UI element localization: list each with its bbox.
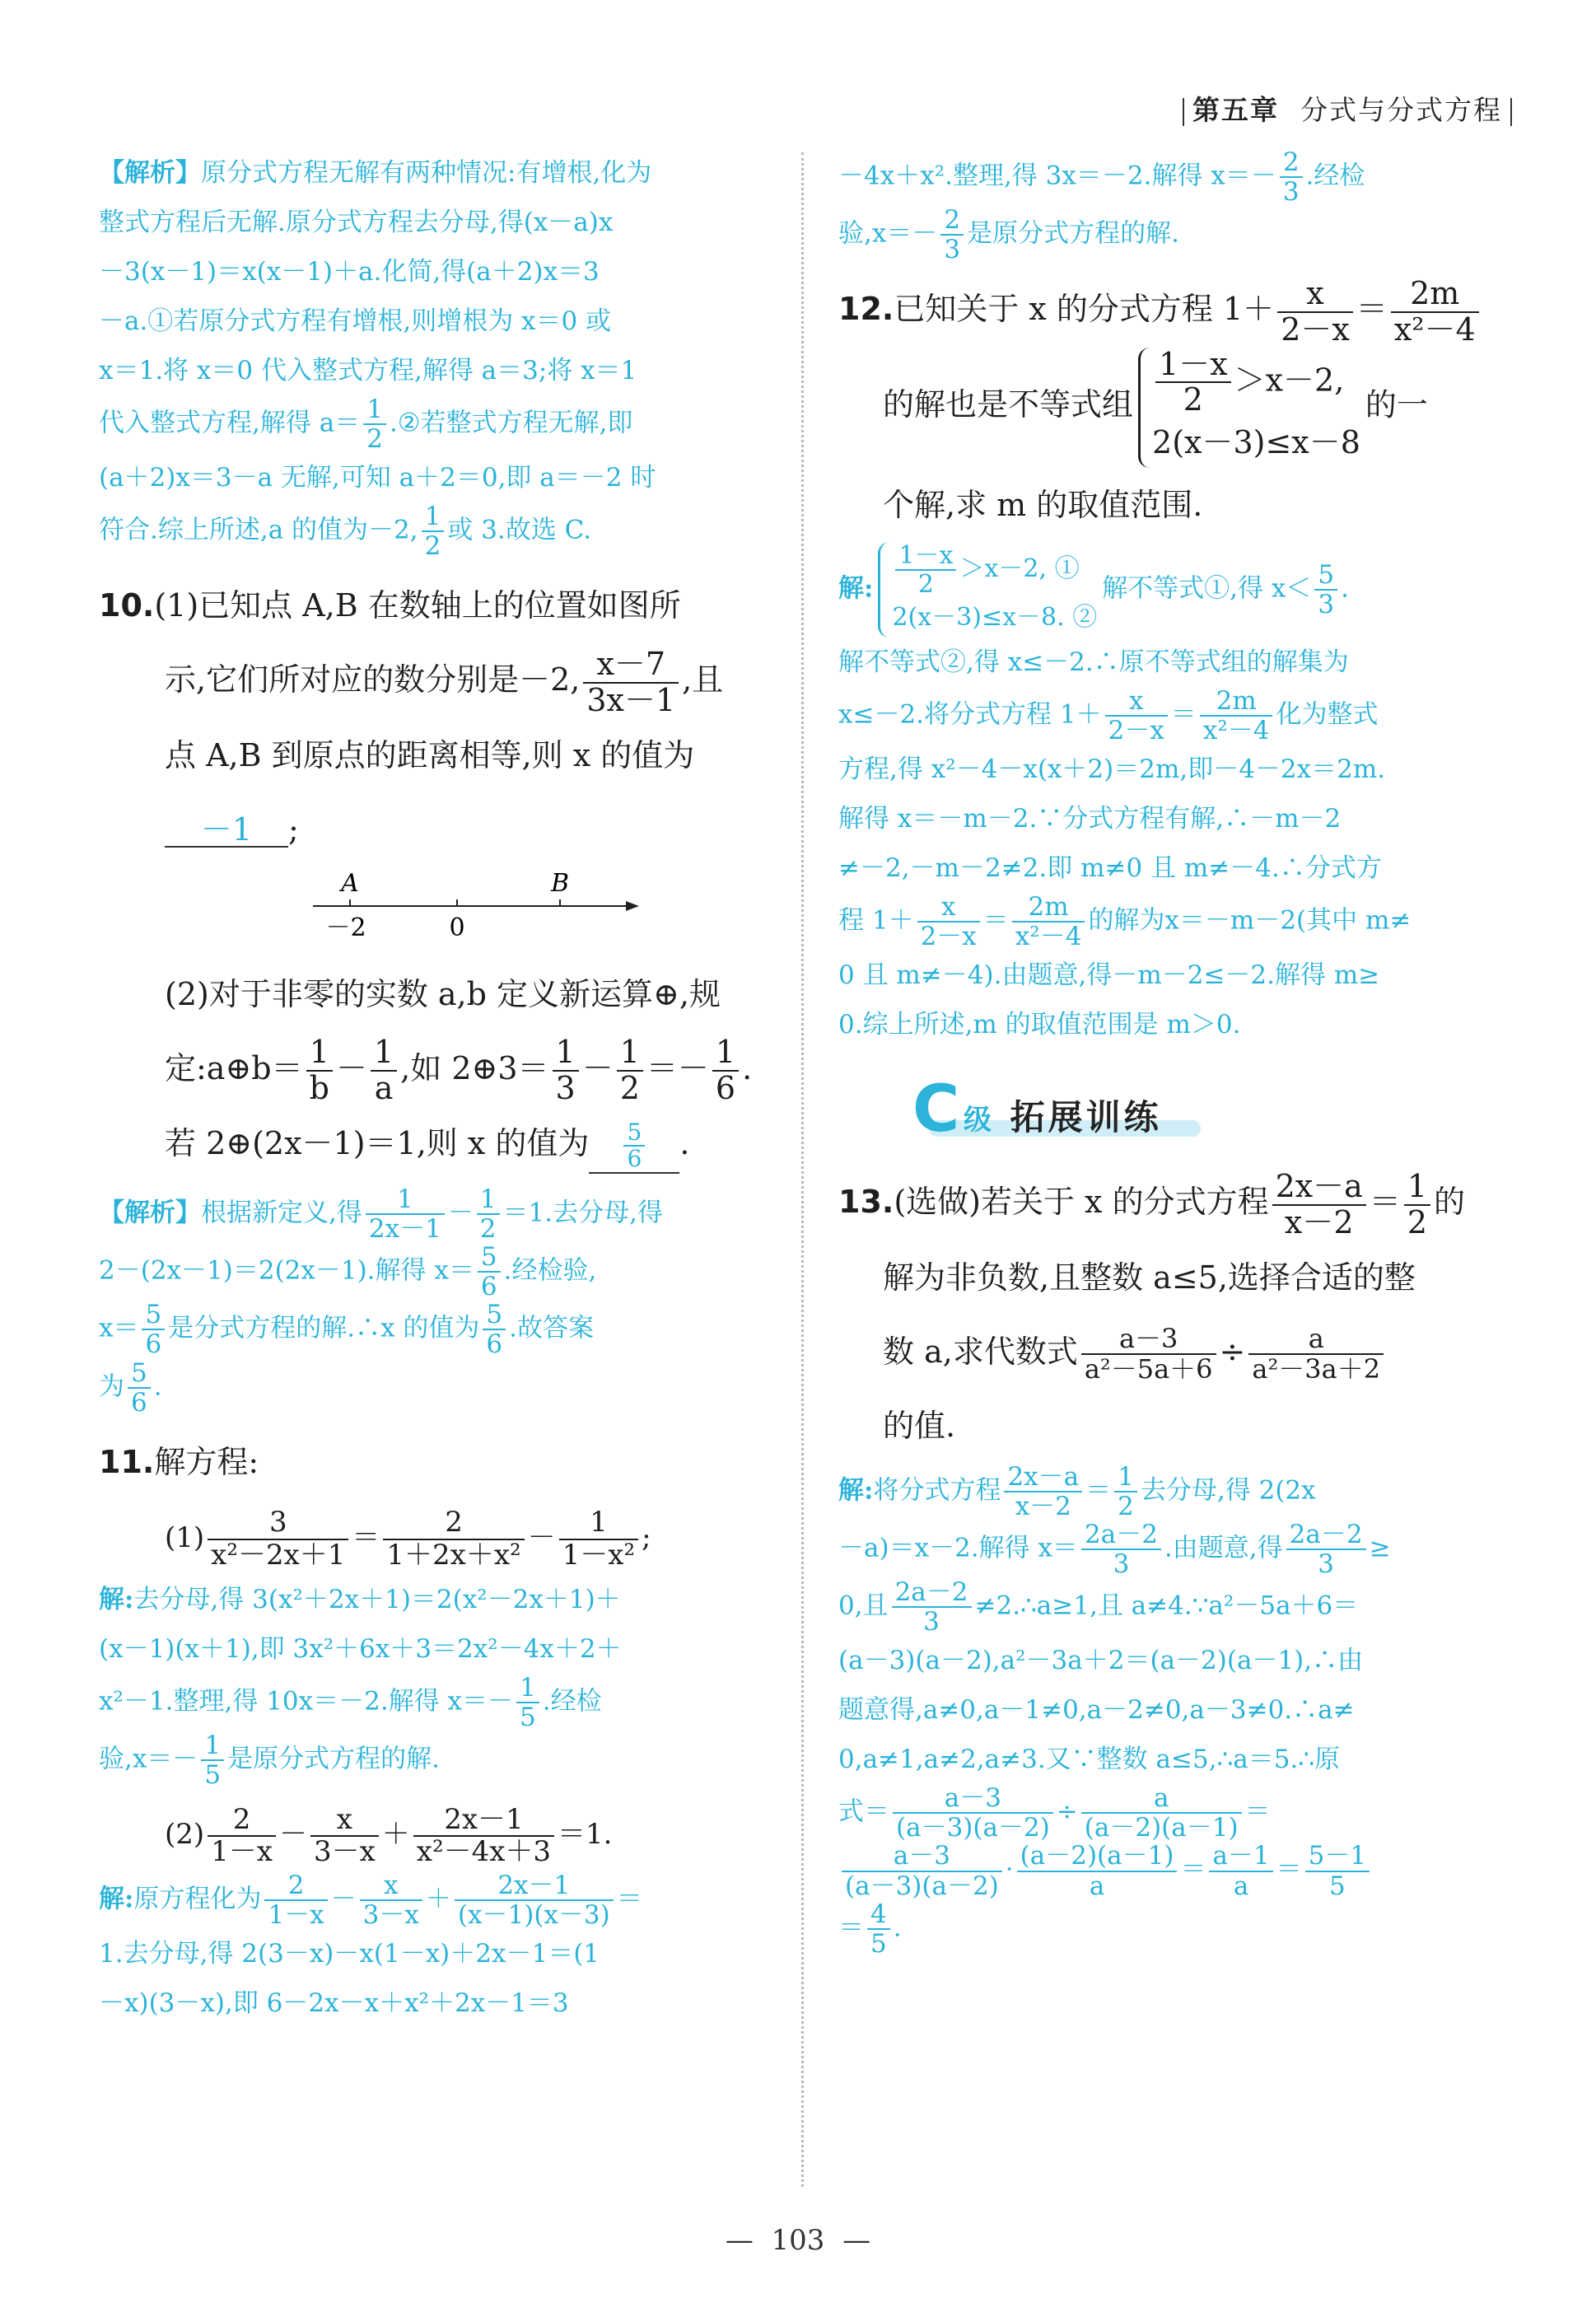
header-divider (1183, 98, 1184, 126)
solution-11-1: 解:去分母,得 3(x²＋2x＋1)＝2(x²－2x＋1)＋ (x－1)(x＋1),即 3x²＋6x＋3＝2x²－4x＋2＋ x²－1.整理,得 10x＝－2.解得 x＝－ $\frac{1}{5}$ .经检 验,x＝－ $\frac{1}{5}$ 是原分式方程的解. (99, 1584, 622, 1790)
fraction: $\frac{x-7}{3x-1}$ (583, 647, 679, 718)
left-column (99, 148, 774, 2034)
question-text: (1)已知点 A,B 在数轴上的位置如图所 (154, 587, 681, 624)
question-12: 12.已知关于 x 的分式方程 1＋ $\frac{x}{2-x}$ ＝ $\frac{2m}{\text{x²－4}}$ 的解也是不等式组 $\frac{1-x}{2}$ ＞x－2, 2(x－3)≤x－8 的一 个解,求 m 的取值范围. (838, 272, 1497, 542)
analysis-text: 代入整式方程,解得 a＝ (99, 408, 361, 438)
point-b-label: B (550, 868, 570, 898)
analysis-q10: 【解析】根据新定义,得 $\frac{1}{2x-1}$ － $\frac{1}{2}$ ＝1.去分母,得 2－(2x－1)＝2(2x－1).解得 x＝ $\frac{5}{6}$ .经检验, x＝ $\frac{5}{6}$ 是分式方程的解.∴x 的值为 $\frac{5}{6}$ .故答案 为 $\frac{5}{6}$ . (99, 1184, 663, 1418)
analysis-text: －3(x－1)＝x(x－1)＋a.化简,得(a＋2)x＝3 (99, 257, 600, 287)
question-text: (2)对于非零的实数 a,b 定义新运算⊕,规 (165, 975, 721, 1012)
question-13: 13.(选做)若关于 x 的分式方程 $\frac{2x-a}{x-2}$ ＝ $\frac{1}{2}$ 的 解为非负数,且整数 a≤5,选择合适的整 数 a,求代数式 $\frac{a-3}{\text{a²－5a＋6}}$ ÷ $\frac{a}{\text{a²－3a＋2}}$ 的值. (838, 1168, 1466, 1444)
solution-12: 解: $\frac{1-x}{2}$ ＞x－2, ① 2(x－3)≤x－8. ② 解不等式①,得 x＜ $\frac{5}{3}$ . 解不等式②,得 x≤－2.∴原不等式组的解集为 x≤－2.将分式方程 1＋ $\frac{x}{2-x}$ ＝ $\frac{2m}{\text{x²－4}}$ 化为整式 方程,得 x²－4－x(x＋2)＝2m,即－4－2x＝2m. 解得 x＝－m－2.∵分式方程有解,∴－m－2 ≠－2,－m－2≠2.即 m≠0 且 m≠－4.∴分式方 程 1＋ $\frac{x}{2-x}$ ＝ $\frac{2m}{\text{x²－4}}$ 的解为x＝－m－2(其中 m≠ 0 且 m≠－4).由题意,得－m－2≤－2.解得 m≥ 0.综上所述,m 的取值范围是 m＞0. (838, 541, 1412, 1040)
analysis-text: 原分式方程无解有两种情况:有增根,化为 (201, 158, 652, 188)
fraction: $\frac{1}{b}$ (306, 1035, 333, 1106)
question-text: 解方程: (154, 1443, 259, 1480)
equation-1: (1) $\frac{3}{\text{x²－2x＋1}}$ ＝ $\frac{2}{\text{1＋2x＋x²}}$ － $\frac{1}{\text{1－x²}}$ ; (165, 1506, 651, 1572)
question-number: 12. (838, 291, 894, 328)
analysis-text: －a.①若原分式方程有增根,则增根为 x＝0 或 (99, 306, 612, 336)
question-10 (99, 568, 774, 866)
section-letter: C (912, 1072, 960, 1147)
fraction: $\frac{1}{2}$ (363, 395, 386, 453)
column-divider (801, 152, 804, 2187)
question-text: 点 A,B 到原点的距离相等,则 x 的值为 (165, 736, 695, 773)
question-number: 11. (99, 1443, 155, 1480)
question-number: 13. (838, 1184, 894, 1221)
solution-13: 解:将分式方程 $\frac{2x-a}{x-2}$ ＝ $\frac{1}{2}$ 去分母,得 2(2x －a)＝x－2.解得 x＝ $\frac{2a-2}{3}$ .由题意,得 $\frac{2a-2}{3}$ ≥ 0,且 $\frac{2a-2}{3}$ ≠2.∴a≥1,且 a≠4.∵a²－5a＋6＝ (a－3)(a－2),a²－3a＋2＝(a－2)(a－1),∴由 题意得,a≠0,a－1≠0,a－2≠0,a－3≠0.∴a≠ 0,a≠1,a≠2,a≠3.又∵整数 a≤5,∴a＝5.∴原 式＝ $\frac{a-3}{(a-3)(a-2)}$ ÷ $\frac{a}{(a-2)(a-1)}$ ＝ $\frac{a-3}{(a-3)(a-2)}$ · $\frac{(a-2)(a-1)}{a}$ ＝ $\frac{a-1}{a}$ ＝ $\frac{5-1}{5}$ ＝ $\frac{4}{5}$ . (838, 1461, 1391, 1959)
question-text: 定:a⊕b＝ (165, 1049, 303, 1086)
question-text: ,且 (682, 661, 724, 698)
fraction: $\frac{1}{2}$ (617, 1035, 643, 1106)
question-11 (99, 1425, 774, 1575)
analysis-text: .②若整式方程无解,即 (389, 408, 633, 438)
analysis-text: 或 3.故选 C. (447, 515, 592, 545)
page-header (1174, 89, 1520, 128)
question-text: 示,它们所对应的数分别是－2, (165, 661, 581, 698)
section-heading (912, 1066, 1497, 1156)
question-text: 若 2⊕(2x－1)＝1,则 x 的值为 (165, 1124, 590, 1161)
analysis-q9 (99, 148, 774, 560)
fraction: $\frac{1}{3}$ (553, 1035, 579, 1106)
tick-label-a: －2 (325, 913, 366, 942)
inequality-system: $\frac{1-x}{2}$ ＞x－2, 2(x－3)≤x－8 (1138, 348, 1360, 468)
number-line (99, 867, 774, 949)
chapter-topic: 分式与分式方程 (1300, 94, 1502, 126)
page-footer: — 103 — (725, 2224, 871, 2257)
tick-label-zero: 0 (449, 913, 465, 942)
analysis-text: x＝1.将 x＝0 代入整式方程,解得 a＝3;将 x＝1 (99, 356, 637, 385)
analysis-text: 符合.综上所述,a 的值为－2, (99, 515, 418, 545)
question-10-part-2: (2)对于非零的实数 a,b 定义新运算⊕,规 定:a⊕b＝ $\frac{1}{b}$ － $\frac{1}{a}$ ,如 2⊕3＝ $\frac{1}{3}$ － $\frac{1}{2}$ ＝－ $\frac{1}{6}$ . 若 2⊕(2x－1)＝1,则 x 的值为 $\frac{5}{6}$ . (165, 975, 753, 1173)
answer-blank-2: $\frac{5}{6}$ (589, 1120, 679, 1175)
fraction: $\frac{1}{2}$ (422, 502, 445, 560)
header-divider (1510, 98, 1512, 126)
question-number: 10. (99, 587, 155, 624)
fraction: $\frac{1}{6}$ (712, 1035, 739, 1106)
analysis-text: (a＋2)x＝3－a 无解,可知 a＋2＝0,即 a＝－2 时 (99, 463, 656, 493)
analysis-label: 【解析】 (99, 158, 201, 188)
section-title: 级 拓展训练 (964, 1097, 1162, 1138)
solution-11-2-continued: －4x＋x².整理,得 3x＝－2.解得 x＝－ $\frac{2}{3}$ .经检 验,x＝－ $\frac{2}{3}$ 是原分式方程的解. (838, 147, 1365, 265)
right-column (838, 148, 1497, 1964)
page-number: 103 (771, 2224, 825, 2257)
solution-11-2: 解:原方程化为 $\frac{2}{1-x}$ － $\frac{x}{3-x}$ ＋ $\frac{2x-1}{(x-1)(x-3)}$ ＝ 1.去分母,得 2(3－x)－x(1－x)＋2x－1＝(1 －x)(3－x),即 6－2x－x＋x²＋2x－1＝3 (99, 1871, 642, 2019)
punctuation: ; (288, 810, 299, 848)
fraction: $\frac{1}{a}$ (371, 1035, 397, 1106)
analysis-text: 整式方程后无解.原分式方程去分母,得(x－a)x (99, 208, 614, 237)
answer-blank-1: －1 (165, 813, 288, 848)
analysis-label: 【解析】 (99, 1198, 201, 1228)
point-a-label: A (341, 868, 359, 898)
equation-2: (2) $\frac{2}{1-x}$ － $\frac{x}{3-x}$ ＋ $\frac{2x-1}{\text{x²－4x＋3}}$ ＝1. (165, 1802, 613, 1869)
chapter-label: 第五章 (1192, 94, 1279, 126)
